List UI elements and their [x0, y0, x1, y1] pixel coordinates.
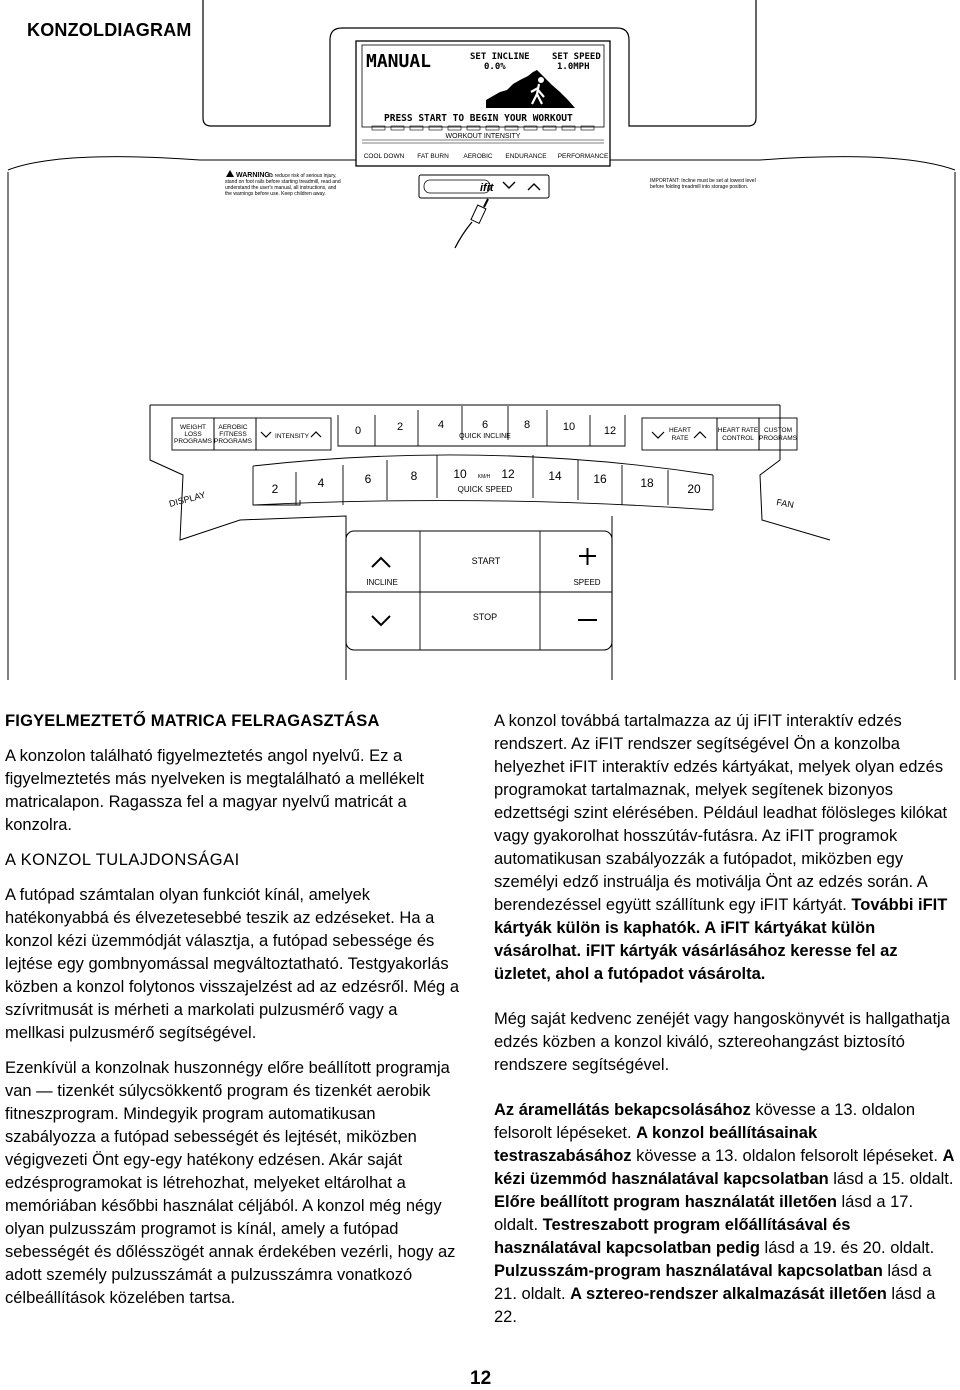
chevron-down-icon[interactable] [372, 616, 390, 625]
speed-key: 6 [364, 472, 372, 486]
svg-text:FITNESS: FITNESS [219, 431, 247, 438]
chevron-down-icon [652, 432, 664, 438]
chevron-down-icon [261, 432, 271, 437]
zone-label: PERFORMANCE [557, 153, 609, 160]
custom-programs-button[interactable] [759, 418, 797, 450]
svg-text:before folding treadmill into: before folding treadmill into storage position. [650, 184, 749, 190]
incline-key: 10 [562, 421, 576, 433]
zone-label: ENDURANCE [505, 153, 547, 160]
page-number: 12 [470, 1368, 492, 1389]
chevron-up-icon [311, 432, 321, 437]
stop-button[interactable]: STOP [472, 612, 498, 622]
svg-text:WEIGHT: WEIGHT [180, 424, 206, 431]
svg-text:RATE: RATE [671, 435, 689, 442]
incline-key: 8 [523, 419, 531, 431]
chevron-up-icon [694, 432, 706, 438]
svg-text:HEART RATE: HEART RATE [717, 427, 759, 434]
svg-text:understand the user's manual,: understand the user's manual, all instructions, and [225, 185, 337, 191]
zone-label: AEROBIC [463, 153, 493, 160]
page-title: KONZOLDIAGRAM [27, 20, 192, 40]
svg-text:stand on foot rails before sta: stand on foot rails before starting treadmill, read and [225, 179, 341, 185]
important-sticker [650, 178, 756, 190]
speed-label: SET SPEED [552, 52, 601, 62]
paragraph: Még saját kedvenc zenéjét vagy hangoskönyvét is hallgathatja edzés közben a konzol kiváló, sztereohangzást biztosító rendszere segítségével. [494, 1010, 950, 1074]
speed-key: 12 [501, 467, 515, 481]
svg-text:PROGRAMS: PROGRAMS [174, 438, 212, 445]
chevron-up-icon [528, 184, 540, 190]
incline-key: 6 [481, 419, 489, 431]
incline-key: 12 [603, 425, 617, 437]
svg-text:IMPORTANT: Incline must be set: IMPORTANT: Incline must be set at lowest level [650, 178, 756, 184]
paragraph: Az áramellátás bekapcsolásához kövesse a 13. oldalon felsorolt lépéseket. A konzol beállításainak testraszabásához kövesse a 13. oldalon felsorolt lépéseket. A kézi üzemmód használatával kapcsolatban lásd a 15. oldalt. Előre beállított program használatát illetően lásd a 17. oldalt. Testreszabott program előállításával és használatával kapcsolatban pedig lásd a 19. és 20. oldalt. Pulzusszám-program használatával kapcsolatban lásd a 21. oldalt. A sztereo-rendszer alkalmazását illetően lásd a 22. [494, 1101, 954, 1326]
speed-label-key: SPEED [573, 578, 601, 587]
paragraph: Ezenkívül a konzolnak huszonnégy előre beállított programja van — tizenkét súlycsökkentő program és tizenkét aerobik fitneszprogram. Mindegyik program automatikusan szabályozza a futópad sebességét és lejtését, miközben végigvezeti Önt egy-egy hatékony edzésen. Akár saját edzésprogramokat is létrehozhat, melyeket eltárolhat a memóriában későbbi használat céljából. A konzol még négy olyan pulzusszám programot is kínál, amely a futópad sebességét és dőlésszögét annak érdekében vezérli, hogy az adott személy pulzusszámát a pulzusszámra vonatkozó célbeállítások közelében tartsa. [5, 1059, 456, 1307]
incline-key: 2 [396, 421, 404, 433]
svg-text:AEROBIC: AEROBIC [218, 424, 248, 431]
zone-label: FAT BURN [417, 153, 449, 160]
speed-key: 4 [317, 476, 325, 490]
svg-text:CUSTOM: CUSTOM [763, 427, 793, 434]
incline-label-key: INCLINE [366, 578, 398, 587]
quick-incline-label: QUICK INCLINE [459, 433, 511, 440]
svg-text:PROGRAMS: PROGRAMS [759, 435, 797, 442]
speed-value: 1.0MPH [557, 62, 590, 72]
speed-key: 20 [687, 482, 701, 496]
chevron-down-icon [503, 182, 515, 188]
svg-text:LOSS: LOSS [184, 431, 202, 438]
incline-key: 4 [437, 419, 445, 431]
svg-text:To reduce risk of serious inju: To reduce risk of serious injury, [268, 173, 337, 179]
display-button[interactable]: DISPLAY [167, 489, 207, 509]
start-button[interactable]: START [471, 556, 501, 566]
svg-text:CONTROL: CONTROL [722, 435, 754, 442]
speed-key: 18 [640, 476, 654, 490]
ifit-logo: ifit [480, 182, 494, 194]
speed-key: 2 [271, 482, 279, 496]
section-heading: A KONZOL TULAJDONSÁGAI [5, 851, 240, 869]
chevron-up-icon[interactable] [372, 558, 390, 567]
fan-button[interactable]: FAN [775, 497, 795, 511]
audio-cable-icon [455, 199, 488, 248]
zone-label: COOL DOWN [363, 153, 405, 160]
incline-value: 0.0% [484, 62, 506, 72]
svg-text:HEART: HEART [669, 427, 691, 434]
paragraph: A konzol továbbá tartalmazza az új iFIT interaktív edzés rendszert. Az iFIT rendszer segítségével Ön a konzolba helyezhet iFIT interaktív edzés kártyákat, melyek olyan edzés programokat tartalmaznak, melyek segítenek bizonyos edzettségi szint elérésében. Például leadhat fölösleges kilókat vagy gyakorolhat hosszútáv-futásra. Az iFIT programok automatikusan szabályozzák a futópadot, miközben egy személyi edző instruálja és motiválja Önt az edzés során. A berendezéssel együtt szállítunk egy iFIT kártyát. További iFIT kártyák külön is kaphatók. A iFIT kártyákat külön vásárolhat. iFIT kártyák vásárlásához keresse fel az üzletet, ahol a futópadot vásárolta. [494, 712, 948, 983]
right-column [494, 710, 954, 1341]
speed-unit: KM/H [477, 474, 491, 480]
main-keypad [346, 531, 612, 650]
speed-key: 10 [453, 467, 467, 481]
display-mode: MANUAL [366, 51, 432, 72]
speed-plus-button[interactable] [579, 548, 596, 565]
quick-incline-keys[interactable] [338, 406, 625, 446]
quick-speed-label: QUICK SPEED [457, 485, 513, 494]
svg-text:WARNING:: WARNING: [236, 172, 273, 179]
svg-text:the warnings before use. Keep: the warnings before use. Keep children away. [225, 191, 326, 197]
quick-speed-keys[interactable] [253, 455, 713, 510]
paragraph: A futópad számtalan olyan funkciót kínál, amelyek hatékonyabbá és élvezetesebbé teszik az edzéseket. Ha a konzol kézi üzemmódját választja, a futópad sebessége és lejtése egy gombnyomással megváltoztatható. Testgyakorlás közben a konzol folytonos visszajelzést ad az edzésről. Még a szívritmusát is mérheti a markolati pulzusmérő vagy a mellkasi pulzusmérő segítségével. [5, 886, 459, 1042]
display-message: PRESS START TO BEGIN YOUR WORKOUT [384, 113, 573, 124]
ifit-port[interactable] [419, 175, 549, 198]
section-heading: FIGYELMEZTETŐ MATRICA FELRAGASZTÁSA [5, 712, 380, 730]
heart-rate-control-button[interactable] [717, 418, 759, 450]
warning-sticker [225, 170, 341, 197]
speed-key: 14 [548, 469, 562, 483]
speed-key: 8 [410, 469, 418, 483]
svg-text:INTENSITY: INTENSITY [275, 433, 309, 440]
incline-label: SET INCLINE [470, 52, 530, 62]
speed-key: 16 [593, 472, 607, 486]
intensity-title: WORKOUT INTENSITY [445, 133, 521, 140]
svg-text:PROGRAMS: PROGRAMS [214, 438, 252, 445]
paragraph: A konzolon található figyelmeztetés angol nyelvű. Ez a figyelmeztetés más nyelveken is megtalálható a mellékelt matricalapon. Ragassza fel a magyar nyelvű matricát a konzolra. [5, 747, 425, 834]
left-column [5, 710, 461, 1322]
incline-key: 0 [354, 425, 362, 437]
